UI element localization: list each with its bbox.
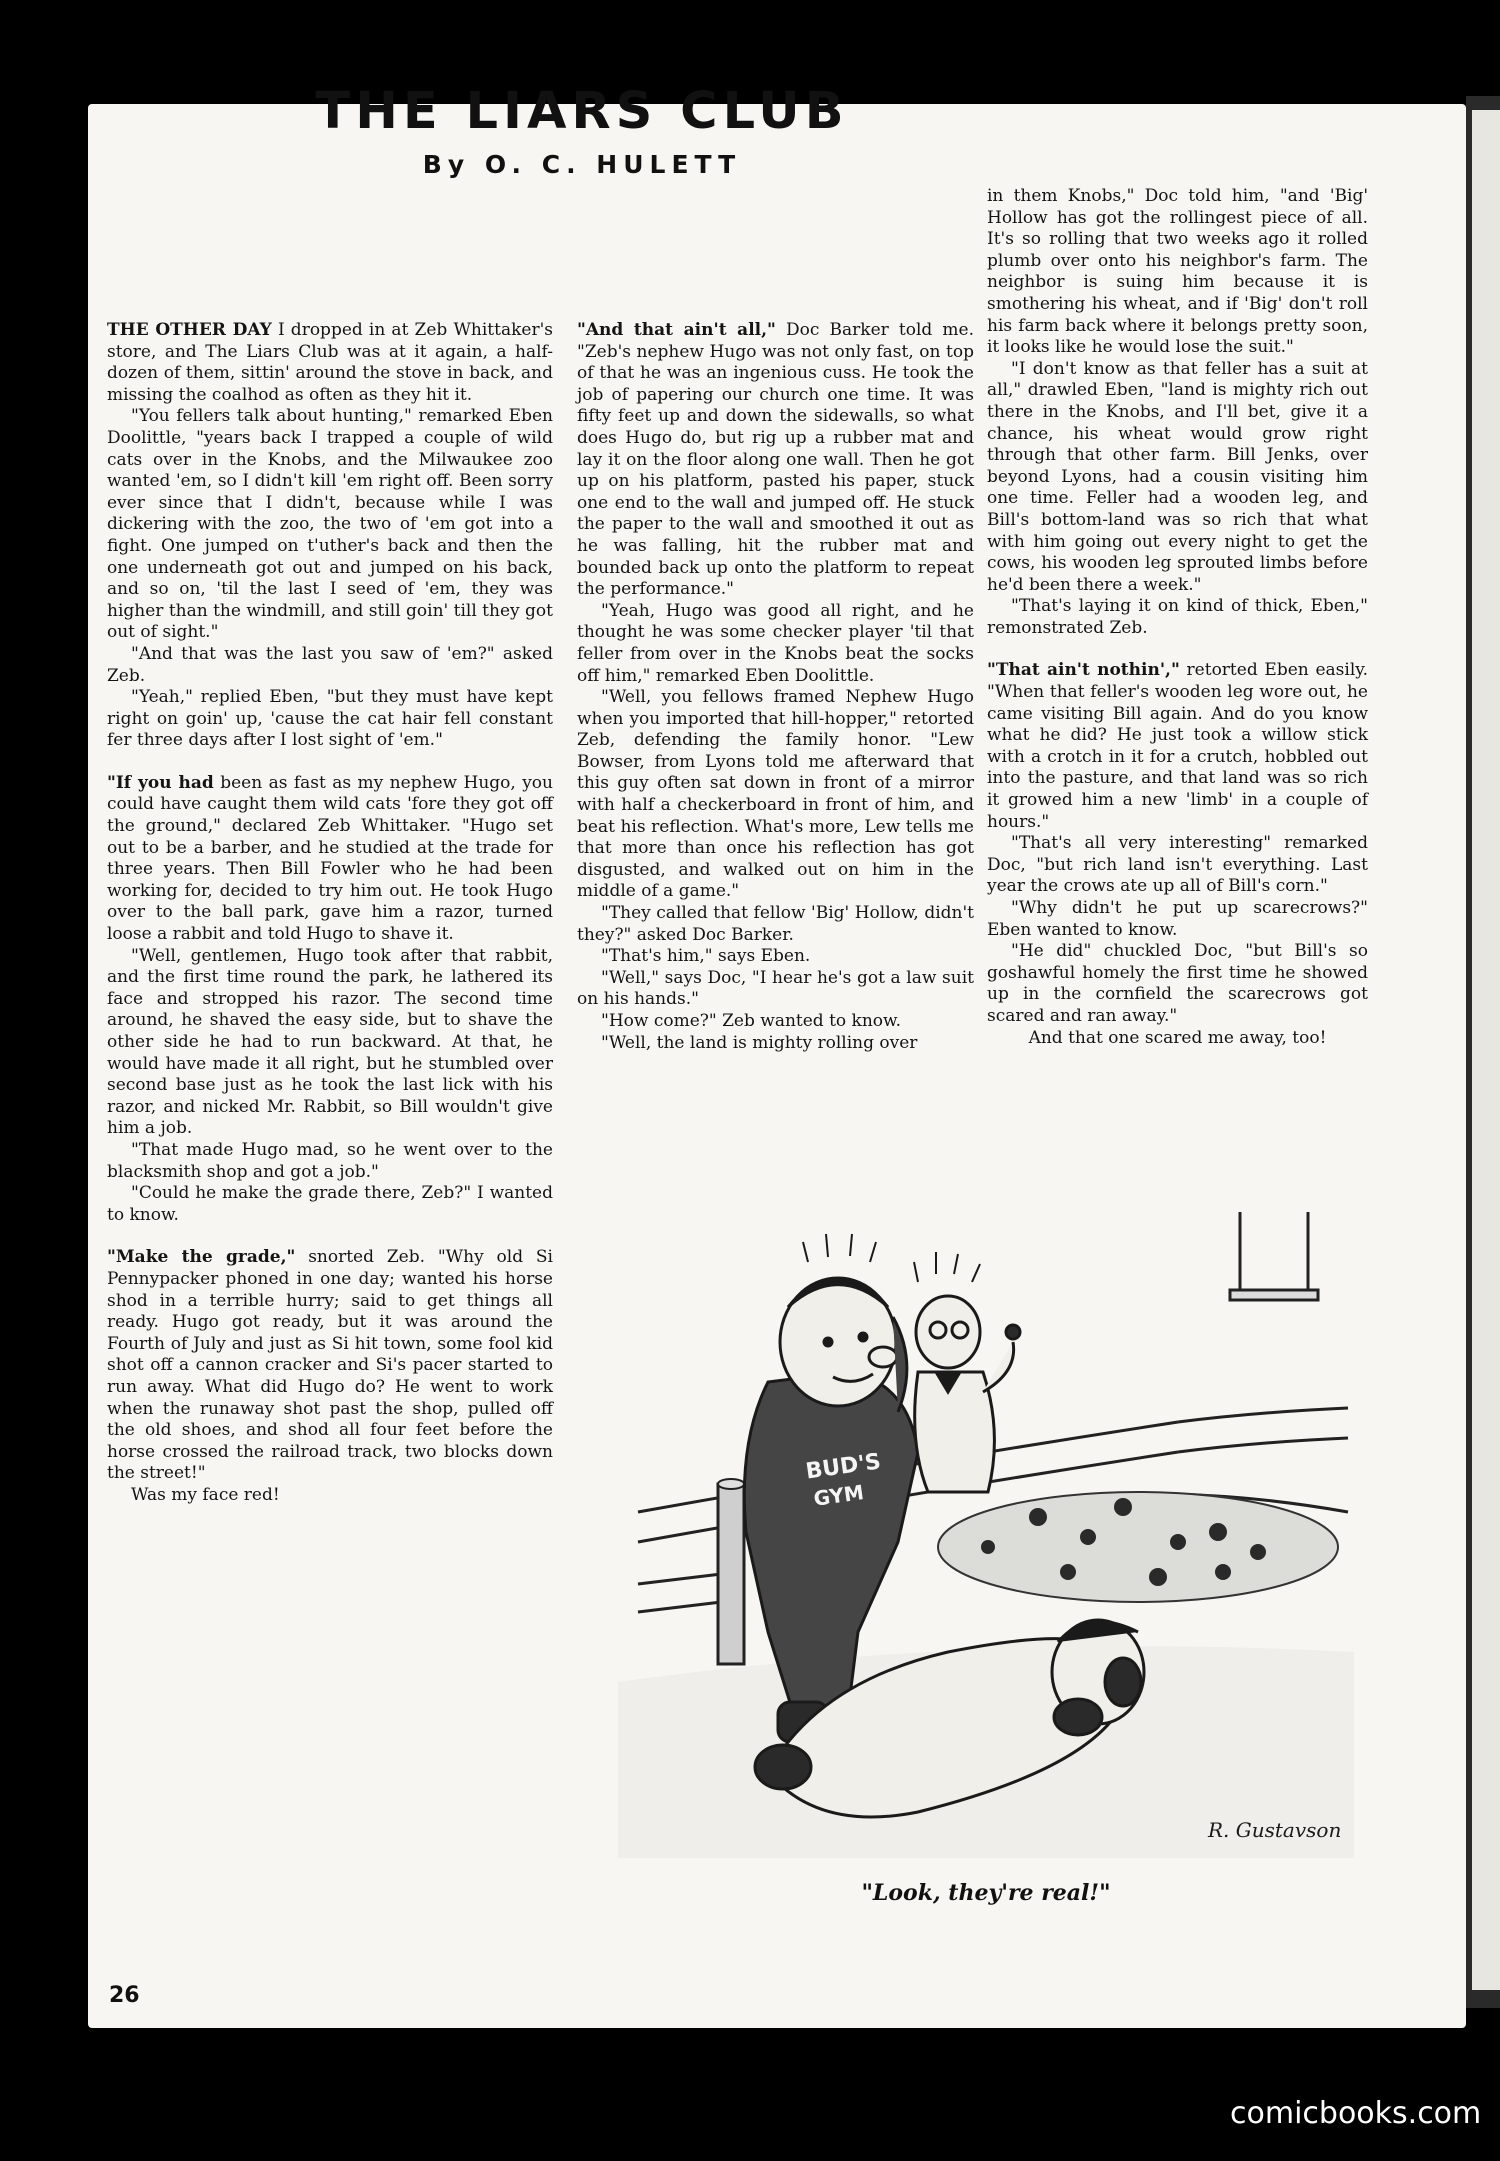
text-column-1 <box>107 320 553 1506</box>
paragraph <box>107 946 553 1140</box>
paragraph <box>577 687 974 903</box>
paragraph-lead-words: "That ain't nothin'," <box>987 660 1180 681</box>
paragraph-text: "That made Hugo mad, so he went over to the blacksmith shop and got a job." <box>107 1139 553 1182</box>
paragraph <box>987 596 1368 639</box>
sweatshirt-text-1: BUD'S <box>804 1449 883 1485</box>
paragraph <box>987 660 1368 833</box>
paragraph-text: "He did" chuckled Doc, "but Bill's so goshawful homely the first time he showed up in the cornfield the scarecrows got scared and ran away." <box>987 941 1368 1026</box>
paragraph <box>577 1033 974 1055</box>
paragraph-text: "They called that fellow 'Big' Hollow, didn't they?" asked Doc Barker. <box>577 903 974 945</box>
paragraph-text: "I don't know as that feller has a suit at all," drawled Eben, "land is mighty rich out there in the Knobs, and I'll bet, give it a chance, his wheat would grow right through that other farm. Bill Jenks, over beyond Lyons, had a cousin visiting him one time. Feller had a wooden leg, and Bill's bottom-land was so rich that what with him going out every night to get the cows, his wooden leg sprouted limbs before he'd been there a week." <box>987 358 1368 595</box>
paragraph-text: retorted Eben easily. "When that feller's wooden leg wore out, he came visiting Bill again. And do you know what he did? He just took a willow stick with a crotch in it for a crutch, hobbled out into the pasture, and that land was so rich it growed him a new 'limb' in a couple of hours." <box>987 660 1369 832</box>
artist-signature: R. Gustavson <box>1208 1818 1342 1842</box>
paragraph-gap <box>987 639 1368 660</box>
article-title: THE LIARS CLUB <box>315 82 849 141</box>
paragraph-text: "Well, the land is mighty rolling over <box>601 1032 918 1053</box>
paragraph-text: "How come?" Zeb wanted to know. <box>601 1011 901 1031</box>
paragraph <box>987 898 1368 941</box>
paragraph <box>987 833 1368 898</box>
paragraph-text: Doc Barker told me. "Zeb's nephew Hugo was not only fast, on top of that he was an ingenious cuss. He took the job of papering our church one time. It was fifty feet up and down the sidewalls, so what does Hugo do, but rig up a rubber mat and lay it on the floor along one wall. Then he got up on his platform, pasted his paper, stuck one end to the wall and jumped off. He stuck the paper to the wall and smoothed it out as he was falling, hit the rubber mat and bounded back up onto the platform to repeat the performance." <box>577 320 974 600</box>
paragraph <box>107 320 553 406</box>
page-number: 26 <box>109 1983 140 2008</box>
gym-rings <box>1230 1212 1318 1300</box>
paragraph-lead-words: "And that ain't all," <box>577 320 776 340</box>
paragraph <box>987 941 1368 1027</box>
paragraph <box>107 687 553 752</box>
paragraph <box>107 773 553 946</box>
paragraph-text: in them Knobs," Doc told him, "and 'Big' Hollow has got the rollingest piece of all. It's so rolling that two weeks ago it rolled plumb over onto his neighbor's farm. The neighbor is suing him because it is smothering his wheat, and if 'Big' don't roll his farm back where it belongs pretty soon, it looks like he would lose the suit." <box>987 186 1368 358</box>
paragraph <box>577 946 974 968</box>
paragraph <box>577 320 974 601</box>
paragraph-lead-words: "If you had <box>107 772 214 793</box>
paragraph <box>987 1028 1368 1050</box>
paragraph <box>107 1140 553 1183</box>
paragraph-text: "Yeah," replied Eben, "but they must have kept right on goin' up, 'cause the cat hair fell constant fer three days after I lost sight of 'em." <box>107 687 553 751</box>
paragraph-text: "Well, you fellows framed Nephew Hugo when you imported that hill-hopper," retorted Zeb, defending the family honor. "Lew Bowser, from Lyons told me afterward that this guy often sat down in front of a mirror with half a checkerboard in front of him, and beat his reflection. What's more, Lew tells me that more than once his reflection has got disgusted, and walked out on him in the middle of a game." <box>577 687 974 902</box>
source-credit: comicbooks.com <box>1230 2096 1482 2131</box>
paragraph <box>107 644 553 687</box>
paragraph-gap <box>107 752 553 773</box>
paragraph <box>107 1485 553 1507</box>
paragraph-text: "Why didn't he put up scarecrows?" Eben wanted to know. <box>987 898 1368 940</box>
paragraph-text: "Well," says Doc, "I hear he's got a law suit on his hands." <box>577 967 974 1010</box>
paragraph <box>987 359 1368 597</box>
paragraph-text: "And that was the last you saw of 'em?" asked Zeb. <box>107 643 553 686</box>
paragraph-text: "That's him," says Eben. <box>601 946 811 967</box>
paragraph-text: "Well, gentlemen, Hugo took after that rabbit, and the first time round the park, he lathered its face and stropped his razor. The second time around, he shaved the easy side, but to shave the other side he had to run backward. At that, he would have made it all right, but he stumbled over second base just as he took the last lick with his razor, and nicked Mr. Rabbit, so Bill wouldn't give him a job. <box>107 945 553 1139</box>
paragraph-text: been as fast as my nephew Hugo, you could have caught them wild cats 'fore they got off the ground," declared Zeb Whittaker. "Hugo set out to be a barber, and he studied at the trade for three years. Then Bill Fowler who he had been working for, decided to try him out. He took Hugo over to the ball park, gave him a razor, turned loose a rabbit and told Hugo to shave it. <box>107 772 553 945</box>
cartoon-illustration <box>618 1212 1354 1858</box>
paragraph-text: "Yeah, Hugo was good all right, and he thought he was some checker player 'til that feller from over in the Knobs beat the socks off him," remarked Eben Doolittle. <box>577 600 974 686</box>
paragraph-text: I dropped in at Zeb Whittaker's store, and The Liars Club was at it again, a half-dozen of them, sittin' around the stove in back, and missing the coalhod as often as they hit it. <box>107 320 553 405</box>
paragraph-text: And that one scared me away, too! <box>1028 1027 1327 1048</box>
sweatshirt-text-2: GYM <box>812 1480 866 1511</box>
paragraph <box>577 1011 974 1033</box>
paragraph <box>107 1183 553 1226</box>
paragraph <box>987 186 1368 359</box>
paragraph-text: "You fellers talk about hunting," remarked Eben Doolittle, "years back I trapped a couple of wild cats over in the Knobs, and the Milwaukee zoo wanted 'em, so I didn't kill 'em right off. Been sorry ever since that I didn't, because while I was dickering with the zoo, the two of 'em got into a fight. One jumped on t'uther's back and then the one underneath got out and jumped on his back, and so on, 'til the last I seed of 'em, they was higher than the windmill, and still goin' till they got out of sight." <box>107 406 553 643</box>
paragraph-lead-words: "Make the grade," <box>107 1247 296 1268</box>
cartoon-caption: "Look, they're real!" <box>861 1880 1111 1906</box>
paragraph-text: "That's all very interesting" remarked Doc, "but rich land isn't everything. Last year the crows ate up all of Bill's corn." <box>987 833 1368 897</box>
article-byline: By O. C. HULETT <box>422 150 742 179</box>
paragraph <box>577 968 974 1011</box>
paragraph-text: Was my face red! <box>131 1484 280 1505</box>
text-column-3 <box>987 186 1368 1049</box>
adjacent-page <box>1472 110 1500 1990</box>
ring-post <box>718 1479 744 1664</box>
paragraph <box>577 903 974 946</box>
paragraph <box>107 1247 553 1485</box>
paragraph-gap <box>107 1226 553 1247</box>
trainer <box>915 1296 1020 1492</box>
flower-patch <box>938 1492 1338 1602</box>
surprise-lines <box>803 1234 980 1282</box>
paragraph <box>107 406 553 644</box>
paragraph-text: "Could he make the grade there, Zeb?" I wanted to know. <box>107 1183 553 1225</box>
paragraph <box>577 601 974 687</box>
paragraph-text: "That's laying it on kind of thick, Eben," remonstrated Zeb. <box>987 596 1368 638</box>
paragraph-text: snorted Zeb. "Why old Si Pennypacker phoned in one day; wanted his horse shod in a terrible hurry; said to get things all ready. Hugo got ready, but it was around the Fourth of July and just as Si hit town, some fool kid shot off a cannon cracker and Si's pacer started to run away. What did Hugo do? He went to work when the runaway shot past the shop, pulled off the old shoes, and shod all four feet before the horse crossed the railroad track, two blocks down the street!" <box>107 1247 553 1484</box>
paragraph-lead-words: THE OTHER DAY <box>107 320 272 340</box>
text-column-2 <box>577 320 974 1054</box>
